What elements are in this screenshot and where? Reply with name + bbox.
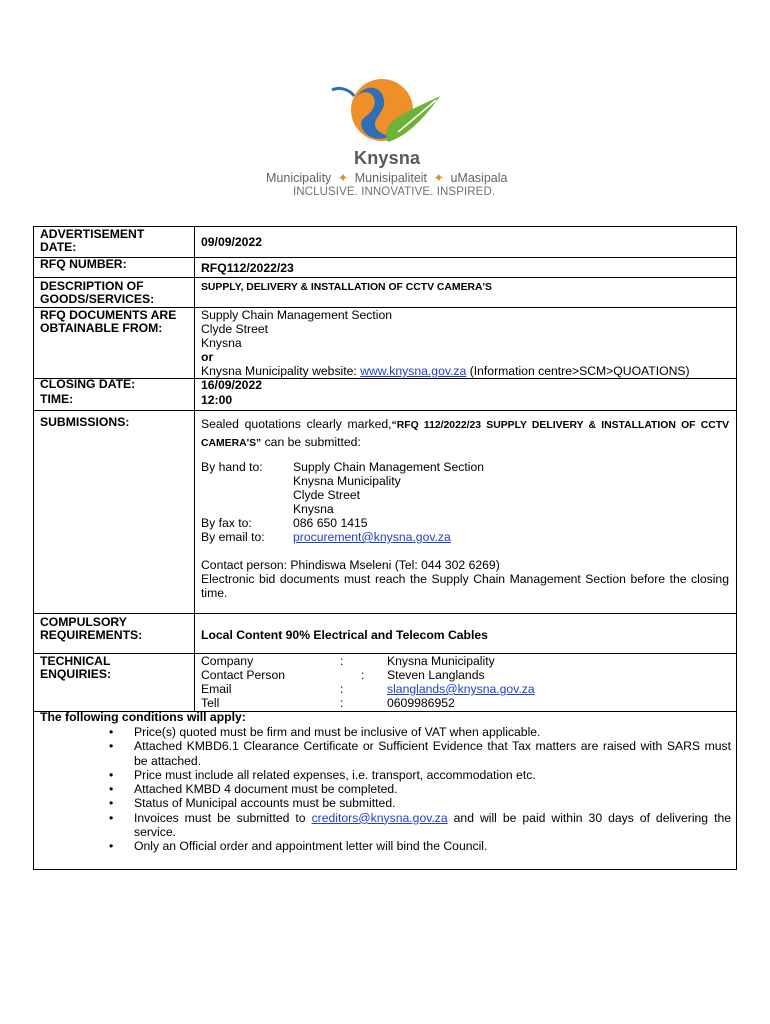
closing-date-label: CLOSING DATE: [40, 377, 136, 391]
tech-email-link[interactable]: slanglands@knysna.gov.za [387, 682, 535, 696]
documents-or: or [201, 350, 214, 364]
rfq-number-value: RFQ112/2022/23 [201, 261, 294, 275]
website-prefix: Knysna Municipality website: [201, 364, 361, 378]
by-fax-label: By fax to: [201, 516, 252, 530]
tech-key: Company [201, 654, 254, 668]
description-value: SUPPLY, DELIVERY & INSTALLATION OF CCTV CAMERA'S [201, 282, 492, 293]
closing-time-value: 12:00 [201, 393, 233, 407]
by-hand-line: Knysna Municipality [293, 474, 401, 488]
brand-language-2: Munisipaliteit [354, 171, 428, 185]
closing-time-label: TIME: [40, 392, 74, 406]
brand-tagline: INCLUSIVE. INNOVATIVE. INSPIRED. [293, 186, 496, 198]
tech-key: Contact Person [201, 668, 286, 682]
by-hand-line: Supply Chain Management Section [293, 460, 485, 474]
website-suffix: (Information centre>SCM>QUOATIONS) [466, 364, 690, 378]
description-label: DESCRIPTION OF GOODS/SERVICES: [40, 279, 155, 306]
procurement-email-link[interactable]: procurement@knysna.gov.za [293, 530, 451, 544]
row-divider [34, 410, 736, 411]
condition-item: • Attached KMBD6.1 Clearance Certificate or Sufficient Evidence that Tax matters are raised with SARS must be attached. [109, 739, 731, 768]
conditions-list [109, 725, 731, 854]
advertisement-date-label: ADVERTISEMENT DATE: [40, 227, 145, 254]
row-divider [34, 277, 736, 278]
submissions-intro-text: Sealed quotations clearly marked, [201, 417, 392, 431]
tech-colon: : [340, 696, 344, 710]
tech-colon: : [340, 682, 344, 696]
separator-icon: ✦ [337, 171, 349, 185]
electronic-bid-note: Electronic bid documents must reach the Supply Chain Management Section before the closing time. [201, 572, 729, 600]
condition-item-invoice [109, 811, 731, 840]
tech-value: 0609986952 [387, 696, 455, 710]
brand-language-3: uMasipala [450, 171, 508, 185]
documents-line-1: Supply Chain Management Section [201, 308, 393, 322]
row-divider [34, 257, 736, 258]
creditors-email-link[interactable]: creditors@knysna.gov.za [311, 810, 448, 825]
invoice-suffix: and will be paid within 30 days of delivering the service. [134, 810, 732, 840]
invoice-prefix: Invoices must be submitted to [134, 810, 312, 825]
condition-item: • Price must include all related expenses, i.e. transport, accommodation etc. [109, 768, 731, 782]
advertisement-date-value: 09/09/2022 [201, 235, 262, 249]
compulsory-value: Local Content 90% Electrical and Telecom Cables [201, 628, 488, 642]
submissions-intro-end: can be submitted: [261, 435, 361, 449]
brand-name: Knysna [354, 148, 421, 168]
separator-icon: ✦ [433, 171, 444, 185]
tech-value: Steven Langlands [387, 668, 485, 682]
header-logo [0, 0, 770, 210]
contact-person: Contact person: Phindiswa Mseleni (Tel: 044 302 6269) [201, 558, 500, 572]
documents-line-2: Clyde Street [201, 322, 269, 336]
tech-value: Knysna Municipality [387, 654, 495, 668]
conditions-heading: The following conditions will apply: [40, 710, 246, 724]
rfq-table [33, 226, 737, 870]
column-divider [194, 227, 195, 711]
documents-website-line [201, 364, 690, 378]
condition-item: • Status of Municipal accounts must be submitted. [109, 796, 731, 810]
row-divider [34, 378, 736, 379]
website-link[interactable]: www.knysna.gov.za [360, 364, 467, 378]
by-hand-line: Knysna [293, 502, 334, 516]
by-hand-label: By hand to: [201, 460, 263, 474]
condition-item: • Only an Official order and appointment letter will bind the Council. [109, 839, 731, 853]
condition-item: • Attached KMBD 4 document must be completed. [109, 782, 731, 796]
condition-item: • Price(s) quoted must be firm and must be inclusive of VAT when applicable. [109, 725, 731, 739]
documents-line-3: Knysna [201, 336, 242, 350]
tech-colon: : [340, 654, 344, 668]
brand-languages [266, 170, 507, 185]
documents-label: RFQ DOCUMENTS ARE OBTAINABLE FROM: [40, 308, 177, 335]
tech-key: Email [201, 682, 232, 696]
rfq-number-label: RFQ NUMBER: [40, 257, 127, 271]
brand-language-1: Municipality [266, 171, 332, 185]
row-divider [34, 653, 736, 654]
by-hand-address [293, 460, 484, 516]
technical-label: TECHNICAL ENQUIRIES: [40, 654, 112, 681]
closing-date-value: 16/09/2022 [201, 378, 262, 392]
row-divider [34, 613, 736, 614]
submissions-label: SUBMISSIONS: [40, 415, 130, 429]
fax-number: 086 650 1415 [293, 516, 368, 530]
submissions-marking: “RFQ 112/2022/23 SUPPLY DELIVERY & INSTALLATION OF CCTV CAMERA'S” [201, 420, 729, 449]
compulsory-label: COMPULSORY REQUIREMENTS: [40, 615, 143, 642]
tech-key: Tell [201, 696, 220, 710]
by-hand-line: Clyde Street [293, 488, 361, 502]
by-email-label: By email to: [201, 530, 265, 544]
submissions-intro [201, 416, 729, 452]
tech-colon: : [361, 668, 365, 682]
knysna-emblem-icon [328, 76, 443, 148]
